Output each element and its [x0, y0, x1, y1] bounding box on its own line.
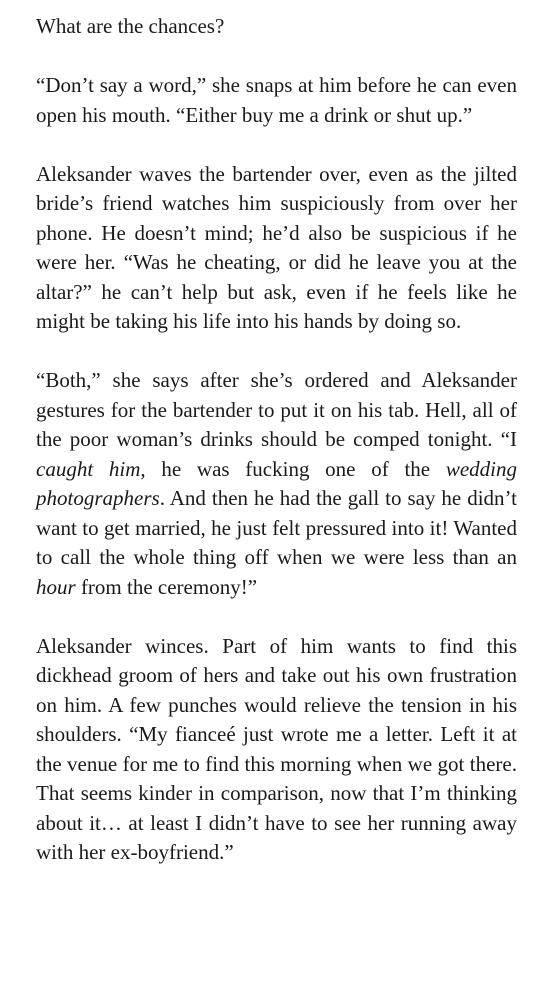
- text-segment: . And then he had the gall to say he didn’t want to get married, he just felt pressured into it! Wanted to call the whole thing off when we were less than an: [36, 486, 517, 569]
- text-segment: “Don’t say a word,” she snaps at him before he can even open his mouth. “Either buy me a drink or shut up.”: [36, 73, 517, 127]
- paragraph: [36, 12, 517, 42]
- text-segment: Aleksander waves the bartender over, even as the jilted bride’s friend watches him suspiciously from over her phone. He doesn’t mind; he’d also be suspicious if he were her. “Was he cheating, or did he leave you at the altar?” he can’t help but ask, even if he feels like he might be taking his life into his hands by doing so.: [36, 161, 517, 333]
- text-segment: What are the chances?: [36, 14, 225, 38]
- italic-text-segment: caught him: [36, 456, 141, 481]
- text-segment: , he was fucking one of the: [140, 456, 446, 481]
- italic-text-segment: wedding photographers: [36, 456, 517, 510]
- paragraph: [36, 71, 517, 130]
- text-segment: from the ceremony!”: [75, 574, 258, 599]
- paragraph: [36, 160, 517, 337]
- paragraph: [36, 366, 517, 602]
- text-segment: “Both,” she says after she’s ordered and Aleksander gestures for the bartender to put it on his tab. Hell, all of the poor woman’s drinks should be comped tonight. “I: [36, 368, 517, 451]
- paragraph: [36, 632, 517, 868]
- italic-text-segment: hour: [36, 574, 76, 599]
- text-segment: Aleksander winces. Part of him wants to find this dickhead groom of hers and take out his own frustration on him. A few punches would relieve the tension in his shoulders. “My fianceé just wrote me a letter. Left it at the venue for me to find this morning when we got there. That seems kinder in comparison, now that I’m thinking about it… at least I didn’t have to see her running away with her ex-boyfriend.”: [36, 633, 517, 864]
